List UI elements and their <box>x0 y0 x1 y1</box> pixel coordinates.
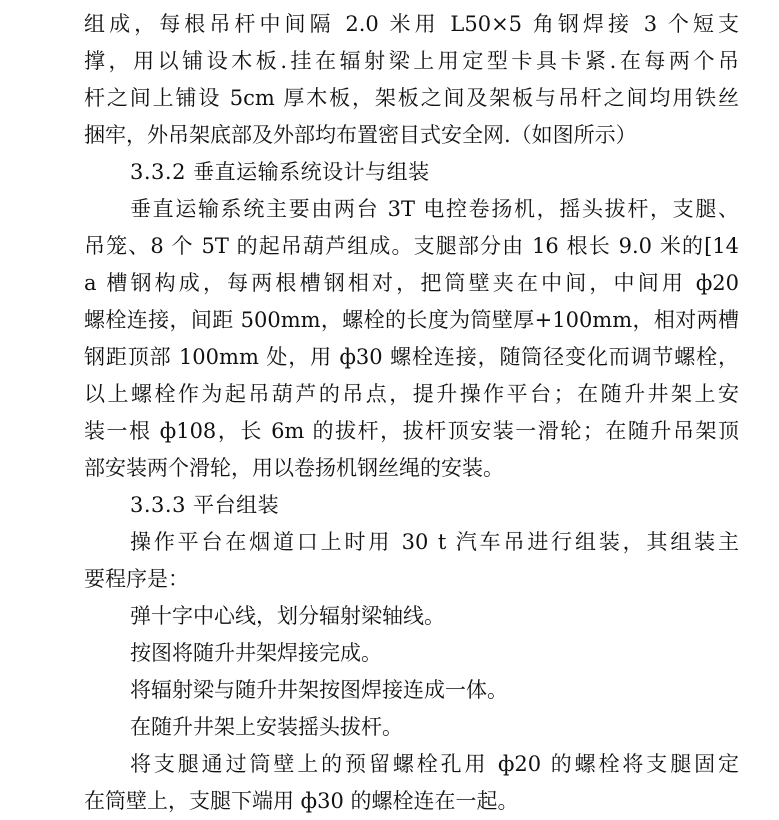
text-line: 部安装两个滑轮，用以卷扬机钢丝绳的安装。 <box>84 456 504 480</box>
step-item: 弹十字中心线，划分辐射梁轴线。 <box>130 604 445 628</box>
text-line: 杆之间上铺设 5cm 厚木板，架板之间及架板与吊杆之间均用铁丝 <box>84 86 739 110</box>
section-heading-3-3-3: 3.3.3 平台组装 <box>130 493 280 517</box>
step-item: 按图将随升井架焊接完成。 <box>130 641 382 665</box>
section-heading-3-3-2: 3.3.2 垂直运输系统设计与组装 <box>130 160 430 184</box>
text-line: 以上螺栓作为起吊葫芦的吊点，提升操作平台；在随升井架上安 <box>84 382 739 406</box>
paragraph-vertical-transport <box>84 191 739 487</box>
text-line: 要程序是： <box>84 567 189 591</box>
text-line: 吊笼、8 个 5T 的起吊葫芦组成。支腿部分由 16 根长 9.0 米的[14 <box>84 234 739 258</box>
text-line: 将支腿通过筒壁上的预留螺栓孔用 ф20 的螺栓将支腿固定 <box>130 752 739 776</box>
step-item: 在随升井架上安装摇头拔杆。 <box>130 715 403 739</box>
paragraph-hanger-description <box>84 6 739 154</box>
text-line: 螺栓连接，间距 500mm，螺栓的长度为筒壁厚+100mm，相对两槽 <box>84 308 739 332</box>
text-line: 组成，每根吊杆中间隔 2.0 米用 L50×5 角钢焊接 3 个短支 <box>84 12 739 36</box>
text-line: 垂直运输系统主要由两台 3T 电控卷扬机，摇头拔杆，支腿、 <box>130 197 739 221</box>
text-line: 撑，用以铺设木板.挂在辐射梁上用定型卡具卡紧.在每两个吊 <box>84 49 739 73</box>
paragraph-support-legs <box>84 746 739 820</box>
step-item: 将辐射梁与随升井架按图焊接连成一体。 <box>130 678 508 702</box>
paragraph-platform-assembly <box>84 524 739 598</box>
text-line: 捆牢，外吊架底部及外部均布置密目式安全网.（如图所示） <box>84 123 637 147</box>
text-line: 在筒壁上，支腿下端用 ф30 的螺栓连在一起。 <box>84 789 519 813</box>
text-line: 装一根 ф108，长 6m 的拔杆，拔杆顶安装一滑轮；在随升吊架顶 <box>84 419 739 443</box>
text-line: 钢距顶部 100mm 处，用 ф30 螺栓连接，随筒径变化而调节螺栓， <box>84 345 739 369</box>
text-line: a 槽钢构成，每两根槽钢相对，把筒壁夹在中间，中间用 ф20 <box>84 271 739 295</box>
text-line: 操作平台在烟道口上时用 30 t 汽车吊进行组装，其组装主 <box>130 530 739 554</box>
